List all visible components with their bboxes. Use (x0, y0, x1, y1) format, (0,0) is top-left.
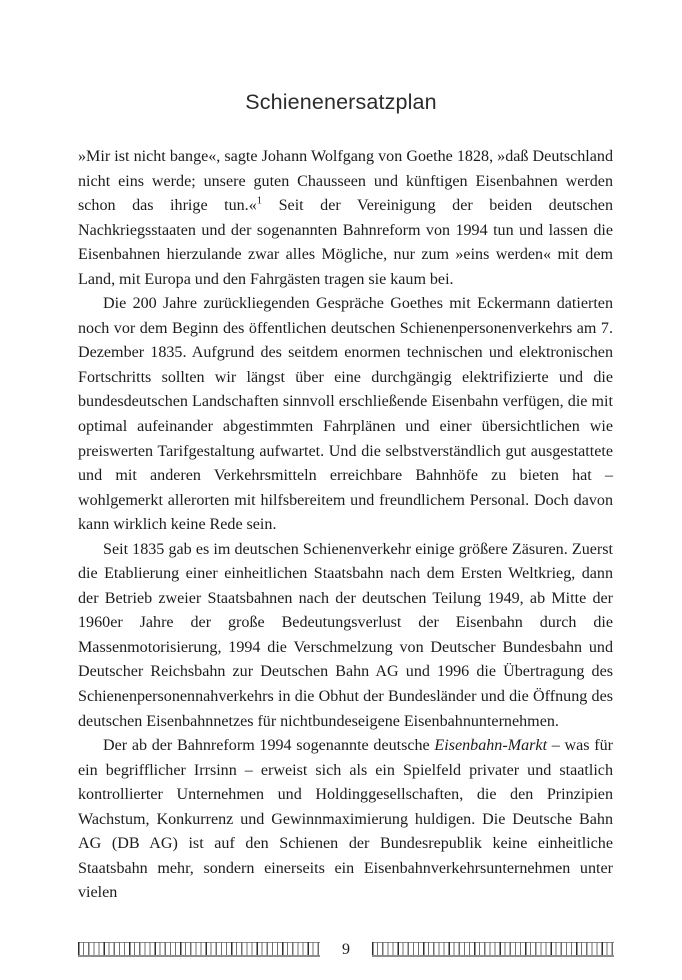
railway-track-ornament-right (372, 941, 614, 958)
chapter-title: Schienenersatzplan (245, 90, 437, 115)
paragraph-2: Die 200 Jahre zurückliegenden Gespräche Goethes mit Eckermann datierten noch vor dem Beginn des öffentlichen deutschen Schienenpersonenverkehrs am 7. Dezember 1835. Aufgrund des seitdem enormen technischen und elektronischen Fortschritts sollten wir längst über eine durchgängig elektrifizierte und die bundesdeutschen Landschaften sinnvoll erschließende Eisenbahn verfügen, die mit optimal aufeinander abgestimmten Fahrplänen und einer übersichtlichen wie preiswerten Tarifgestaltung aufwartet. Und die selbstverständlich gut ausgestattete und mit anderen Verkehrsmitteln erreichbare Bahnhöfe zu bieten hat – wohlgemerkt allerorten mit hilfsbereitem und freundlichem Personal. Doch davon kann wirklich keine Rede sein. (78, 295, 613, 534)
page-number: 9 (342, 940, 350, 958)
paragraph-4-text-after-emphasis: – was für ein begrifflicher Irrsinn – erweist sich als ein Spielfeld privater und staatlich kontrollierter Unternehmen und Holdinggesellschaften, die den Prinzipien Wachstum, Konkurrenz und Gewinnmaximierung huldigen. Die Deutsche Bahn AG (DB AG) ist auf den Schienen der Bundesrepublik keine einheitliche Staatsbahn mehr, sondern einerseits ein Eisenbahnverkehrsunternehmen unter vielen (78, 737, 613, 902)
paragraph-1-text-after-footnote: Seit der Vereinigung der beiden deutschen Nachkriegsstaaten und der sogenannten Bahnreform von 1994 tun und lassen die Eisenbahnen hierzulande zwar alles Mögliche, nur zum »eins werden« mit dem Land, mit Europa und den Fahrgästen tragen sie kaum bei. (78, 197, 613, 288)
body-text-block (78, 145, 613, 906)
railway-track-ornament-left (78, 941, 320, 958)
paragraph-4 (78, 734, 613, 906)
paragraph-1-text-before-footnote: »Mir ist nicht bange«, sagte Johann Wolfgang von Goethe 1828, »daß Deutschland nicht eins werde; unsere guten Chausseen und künftigen Eisenbahnen werden schon das ihrige tun.« (78, 148, 613, 215)
rail-sleepers-accent-left (78, 942, 320, 957)
rail-sleepers-accent-right (372, 942, 614, 957)
paragraph-1 (78, 145, 613, 292)
footnote-marker: 1 (256, 195, 263, 207)
emphasis-eisenbahn-markt: Eisenbahn-Markt (434, 737, 548, 755)
page-footer (78, 938, 614, 960)
paragraph-4-text-before-emphasis: Der ab der Bahnreform 1994 sogenannte deutsche (103, 737, 435, 755)
paragraph-3: Seit 1835 gab es im deutschen Schienenverkehr einige größere Zäsuren. Zuerst die Etablierung einer einheitlichen Staatsbahn nach dem Ersten Weltkrieg, dann der Betrieb zweier Staatsbahnen nach der deutschen Teilung 1949, ab Mitte der 1960er Jahre der große Bedeutungsverlust der Eisenbahn durch die Massenmotorisierung, 1994 die Verschmelzung von Deutscher Bundesbahn und Deutscher Reichsbahn zur Deutschen Bahn AG und 1996 die Übertragung des Schienenpersonennahverkehrs in die Obhut der Bundesländer und die Öffnung des deutschen Eisenbahnnetzes für nichtbundeseigene Eisenbahnunternehmen. (78, 540, 613, 730)
